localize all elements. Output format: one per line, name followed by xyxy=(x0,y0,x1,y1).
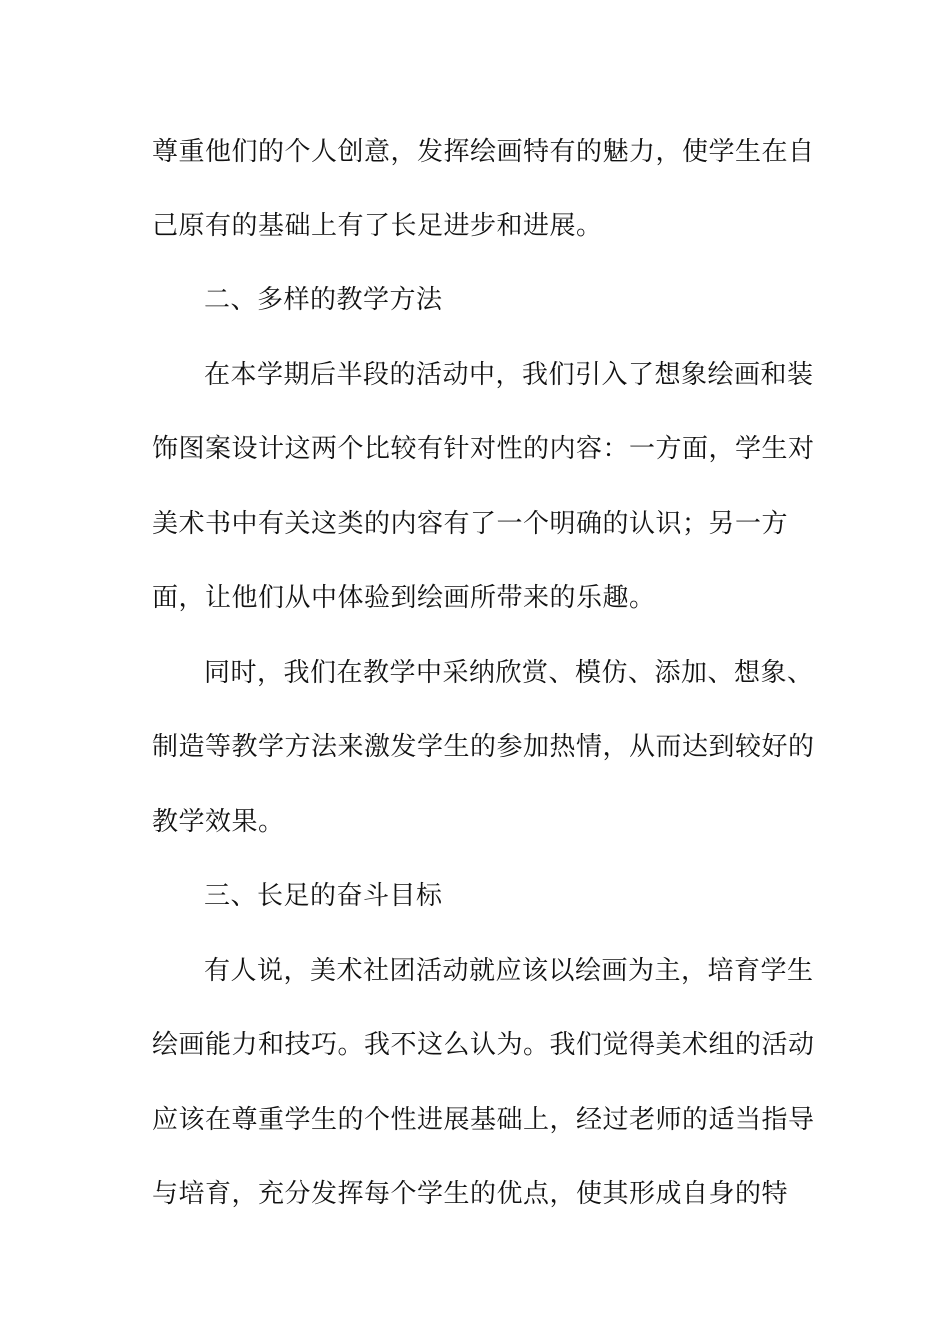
paragraph-line: 有人说，美术社团活动就应该以绘画为主，培育学生 xyxy=(204,956,814,986)
paragraph-line: 应该在尊重学生的个性进展基础上，经过老师的适当指导 xyxy=(152,1105,815,1135)
paragraph-line: 美术书中有关这类的内容有了一个明确的认识；另一方 xyxy=(152,509,789,539)
paragraph-line: 与培育，充分发挥每个学生的优点，使其形成自身的特 xyxy=(152,1179,789,1209)
paragraph-line: 己原有的基础上有了长足进步和进展。 xyxy=(152,211,603,241)
paragraph-line: 在本学期后半段的活动中，我们引入了想象绘画和装 xyxy=(204,360,814,390)
paragraph-line: 面，让他们从中体验到绘画所带来的乐趣。 xyxy=(152,583,656,613)
paragraph-line: 饰图案设计这两个比较有针对性的内容：一方面，学生对 xyxy=(152,434,815,464)
paragraph-line: 制造等教学方法来激发学生的参加热情，从而达到较好的 xyxy=(152,732,815,762)
paragraph-line: 绘画能力和技巧。我不这么认为。我们觉得美术组的活动 xyxy=(152,1030,815,1060)
paragraph-line: 同时，我们在教学中采纳欣赏、模仿、添加、想象、 xyxy=(204,658,814,688)
paragraph-line: 尊重他们的个人创意，发挥绘画特有的魅力，使学生在自 xyxy=(152,137,815,167)
section-heading-goals: 三、长足的奋斗目标 xyxy=(204,881,443,911)
paragraph-line: 教学效果。 xyxy=(152,807,285,837)
section-heading-teaching-methods: 二、多样的教学方法 xyxy=(204,285,443,315)
